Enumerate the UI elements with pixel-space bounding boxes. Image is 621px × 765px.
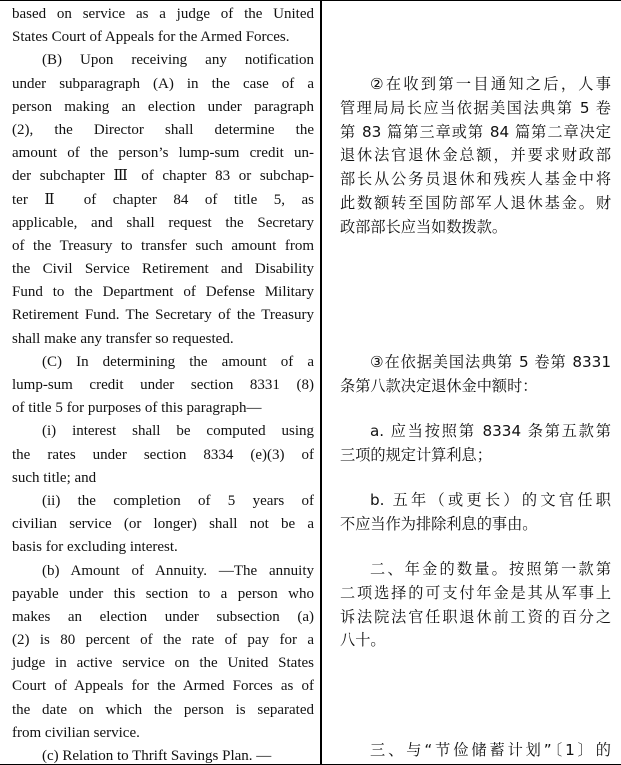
zh-line: 二项选择的可支付年金是其从军事上	[340, 583, 611, 602]
en-line: the rates under section 8334 (e)(3) of	[12, 446, 314, 463]
en-line: person making an election under paragraph	[12, 98, 314, 115]
en-line: payable under this section to a person who	[12, 585, 314, 602]
en-line: shall make any transfer so requested.	[12, 330, 234, 347]
zh-line: 退休法官退休金总额，并要求财政部	[340, 146, 611, 165]
en-line: (C) In determining the amount of a	[42, 353, 314, 370]
zh-line: 第 83 篇第三章或第 84 篇第二章决定	[340, 122, 611, 141]
zh-section-2	[340, 558, 611, 653]
en-line: ter Ⅱ of chapter 84 of title 5, as	[12, 191, 314, 208]
en-line: amount of the person’s lump-sum credit un-	[12, 145, 314, 162]
en-line: makes an election under subsection (a)	[12, 608, 314, 625]
zh-line: 部长从公务员退休和残疾人基金中将	[340, 170, 611, 189]
en-line: States Court of Appeals for the Armed Forces.	[12, 29, 290, 46]
en-line: under subparagraph (A) in the case of a	[12, 75, 314, 92]
en-line: civilian service (or longer) shall not be a	[12, 516, 314, 533]
zh-line: ③在依据美国法典第 5 卷第 8331	[370, 353, 611, 371]
english-column	[0, 1, 320, 764]
en-line: (i) interest shall be computed using	[42, 423, 314, 440]
zh-line: 政部部长应当如数拨款。	[340, 217, 508, 236]
en-line: Fund to the Department of Defense Military	[12, 284, 314, 301]
zh-line: 不应当作为排除利息的事由。	[340, 514, 538, 533]
en-line: of title 5 for purposes of this paragraph—	[12, 400, 262, 417]
en-line: such title; and	[12, 469, 97, 486]
zh-line: 管理局局长应当依据美国法典第 5 卷	[340, 98, 611, 117]
en-line: based on service as a judge of the United	[12, 6, 314, 22]
zh-line: 八十。	[340, 631, 386, 650]
en-line: lump-sum credit under section 8331 (8)	[12, 377, 314, 393]
zh-item-a	[340, 420, 611, 468]
zh-line: b. 五年（或更长）的文官任职	[370, 491, 611, 509]
zh-line: 三、与“节俭储蓄计划”〔1〕的	[370, 741, 611, 759]
en-line: judge in active service on the United States	[12, 655, 314, 672]
en-line: (ii) the completion of 5 years of	[42, 492, 314, 509]
en-line: Court of Appeals for the Armed Forces as of	[12, 678, 314, 695]
en-line: der subchapter Ⅲ of chapter 83 or subchap-	[12, 168, 314, 185]
en-line: applicable, and shall request the Secretary	[12, 214, 314, 231]
zh-line: 三项的规定计算利息；	[340, 445, 492, 464]
en-line: Retirement Fund. The Secretary of the Treasury	[12, 307, 314, 324]
en-line: (b) Amount of Annuity. —The annuity	[42, 562, 314, 579]
zh-item-b	[340, 489, 611, 537]
zh-line: ②在收到第一目通知之后，人事	[370, 75, 611, 93]
zh-line: 诉法院法官任职退休前工资的百分之	[340, 607, 611, 626]
zh-paragraph-2	[340, 73, 611, 240]
zh-line: 此数额转至国防部军人退休基金。财	[340, 193, 611, 212]
en-line: (2), the Director shall determine the	[12, 121, 314, 138]
en-line: (B) Upon receiving any notification	[42, 52, 314, 69]
zh-line: a. 应当按照第 8334 条第五款第	[370, 422, 611, 440]
zh-section-3	[340, 739, 611, 763]
chinese-column	[322, 1, 621, 764]
zh-line: 条第八款决定退休金中额时：	[340, 376, 538, 395]
en-line: of the Treasury to transfer such amount from	[12, 237, 314, 254]
en-line: the Civil Service Retirement and Disability	[12, 261, 314, 278]
zh-line: 二、年金的数量。按照第一款第	[370, 560, 611, 578]
en-line: the date on which the person is separated	[12, 701, 314, 718]
zh-paragraph-3	[340, 351, 611, 399]
en-line: basis for excluding interest.	[12, 539, 178, 556]
en-line: from civilian service.	[12, 724, 140, 741]
en-line: (2) is 80 percent of the rate of pay for a	[12, 632, 314, 649]
en-line: (c) Relation to Thrift Savings Plan. —	[42, 748, 272, 764]
